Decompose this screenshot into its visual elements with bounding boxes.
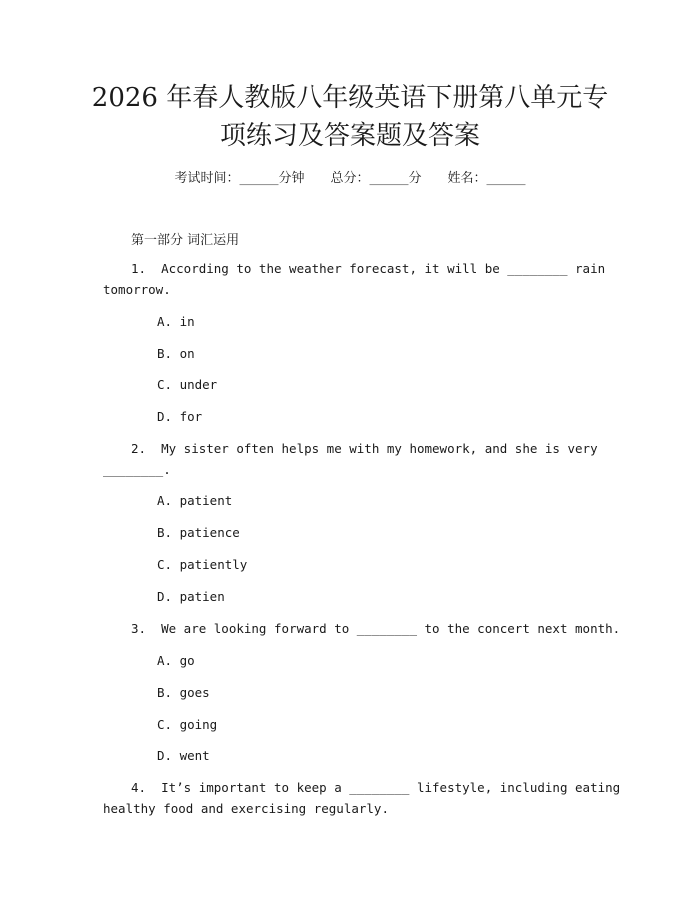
exam-score: 总分：______分 [330,171,422,186]
question-4-text: 4. It’s important to keep a ________ lifestyle, including eating [131,780,621,795]
question-1-text-cont: tomorrow. [103,282,171,297]
question-3-option-a: A. go [157,653,195,668]
question-3-option-b: B. goes [157,685,210,700]
question-3-option-c: C. going [157,717,218,732]
document-title-line-1: 2026 年春人教版八年级英语下册第八单元专 [91,83,609,113]
question-2-text: 2. My sister often helps me with my homework, and she is very [131,441,598,456]
exam-info [0,167,700,186]
question-2-option-c: C. patiently [157,557,248,572]
question-2-option-d: D. patien [157,589,225,604]
question-3-option-d: D. went [157,748,210,763]
question-1-option-a: A. in [157,314,195,329]
question-3-text: 3. We are looking forward to ________ to the concert next month. [131,621,621,636]
exam-time: 考试时间：______分钟 [174,171,305,186]
question-1-text: 1. According to the weather forecast, it will be ________ rain [131,261,606,276]
question-2-option-a: A. patient [157,493,233,508]
document-title-line-2: 项练习及答案题及答案 [219,121,480,151]
question-1-option-b: B. on [157,346,195,361]
question-2-option-b: B. patience [157,525,240,540]
question-1-option-c: C. under [157,377,218,392]
student-name: 姓名：______ [447,171,526,186]
question-1-option-d: D. for [157,409,203,424]
question-4-text-cont: healthy food and exercising regularly. [103,801,389,816]
question-2-text-cont: ________. [103,462,171,477]
section-heading: 第一部分 词汇运用 [131,233,240,248]
